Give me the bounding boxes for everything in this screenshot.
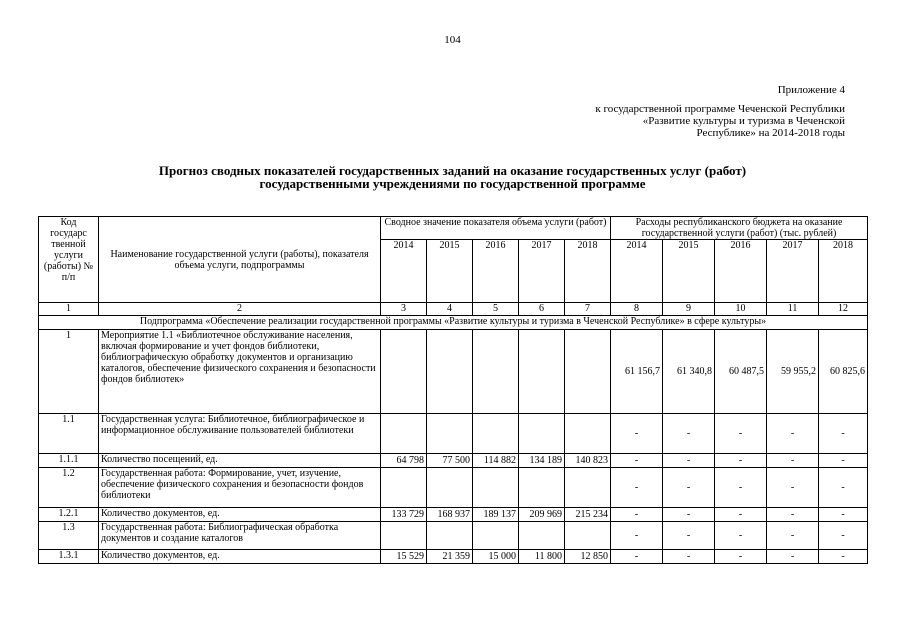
budget-value: - [663,508,715,522]
volume-value [565,468,611,508]
column-number: 1 [39,303,99,316]
budget-value: - [767,454,819,468]
appendix-title: Приложение 4 [777,84,845,96]
column-numbers-row [39,303,868,316]
table-body [39,330,868,564]
volume-value: 21 359 [427,550,473,564]
budget-value: - [715,508,767,522]
volume-value [427,330,473,414]
volume-value: 189 137 [473,508,519,522]
volume-value [381,330,427,414]
column-number: 6 [519,303,565,316]
budget-value: 61 156,7 [611,330,663,414]
document-title-line-2: государственными учреждениями по государственной программе [259,176,646,191]
volume-value [519,414,565,454]
volume-value [381,522,427,550]
subprogram-title: Подпрограмма «Обеспечение реализации государственной программы «Развитие культуры и туризма в Чеченской Республике» в сфере культуры» [39,316,868,330]
volume-value: 134 189 [519,454,565,468]
volume-value: 12 850 [565,550,611,564]
volume-value: 168 937 [427,508,473,522]
budget-value: 59 955,2 [767,330,819,414]
volume-value [565,330,611,414]
volume-value [473,414,519,454]
header-budget-year: 2016 [715,240,767,303]
header-volume-year: 2016 [473,240,519,303]
budget-value: - [663,522,715,550]
row-code: 1.2.1 [39,508,99,522]
volume-value [519,522,565,550]
appendix-line-2: «Развитие культуры и туризма в Чеченской [642,115,845,127]
header-budget-year: 2018 [819,240,868,303]
row-code: 1.3 [39,522,99,550]
budget-value: - [819,414,868,454]
budget-value: 60 825,6 [819,330,868,414]
volume-value: 133 729 [381,508,427,522]
table-row [39,550,868,564]
column-number: 11 [767,303,819,316]
header-volume-year: 2015 [427,240,473,303]
volume-value: 215 234 [565,508,611,522]
volume-value: 11 800 [519,550,565,564]
appendix-line-1: к государственной программе Чеченской Республики [595,103,845,115]
budget-value: - [611,508,663,522]
row-name: Государственная услуга: Библиотечное, библиографическое и информационное обслуживание пользователей библиотеки [99,414,381,454]
volume-value [519,330,565,414]
volume-value: 77 500 [427,454,473,468]
budget-value: 61 340,8 [663,330,715,414]
header-volume-year: 2018 [565,240,611,303]
header-code: Код государс твенной услуги (работы) № п/п [39,217,99,303]
document-title-line-1: Прогноз сводных показателей государственных заданий на оказание государственных услуг (работ) [158,163,747,178]
volume-value [427,414,473,454]
header-budget-year: 2014 [611,240,663,303]
page-number: 104 [444,34,461,46]
volume-value [381,468,427,508]
budget-value: - [663,414,715,454]
header-budget: Расходы республиканского бюджета на оказание государственной услуги (работ) (тыс. рублей) [611,217,868,240]
column-number: 10 [715,303,767,316]
volume-value: 209 969 [519,508,565,522]
header-volume-year: 2017 [519,240,565,303]
budget-value: 60 487,5 [715,330,767,414]
volume-value [427,468,473,508]
column-number: 4 [427,303,473,316]
budget-value: - [715,414,767,454]
budget-value: - [663,468,715,508]
table-row [39,468,868,508]
volume-value: 64 798 [381,454,427,468]
table-row [39,522,868,550]
row-name: Количество документов, ед. [99,550,381,564]
header-volume: Сводное значение показателя объема услуги (работ) [381,217,611,240]
volume-value [519,468,565,508]
row-name: Количество документов, ед. [99,508,381,522]
column-number: 3 [381,303,427,316]
column-number: 7 [565,303,611,316]
budget-value: - [663,454,715,468]
appendix-note [595,84,845,139]
budget-value: - [611,550,663,564]
volume-value: 15 000 [473,550,519,564]
budget-value: - [767,468,819,508]
budget-value: - [819,454,868,468]
row-code: 1.3.1 [39,550,99,564]
header-volume-year: 2014 [381,240,427,303]
table-row [39,454,868,468]
table-row [39,508,868,522]
budget-value: - [611,468,663,508]
volume-value [427,522,473,550]
volume-value [565,414,611,454]
column-number: 12 [819,303,868,316]
column-number: 9 [663,303,715,316]
appendix-line-3: Республике» на 2014-2018 годы [696,127,845,139]
budget-value: - [819,550,868,564]
budget-value: - [715,550,767,564]
volume-value [473,468,519,508]
budget-value: - [715,522,767,550]
column-number: 8 [611,303,663,316]
budget-value: - [611,454,663,468]
row-code: 1 [39,330,99,414]
header-budget-year: 2015 [663,240,715,303]
budget-value: - [663,550,715,564]
budget-value: - [715,454,767,468]
budget-value: - [819,508,868,522]
document-title [0,164,905,190]
indicators-table [38,216,868,564]
subprogram-row [39,316,868,330]
budget-value: - [715,468,767,508]
row-name: Мероприятие 1.1 «Библиотечное обслуживание населения, включая формирование и учет фондов библиотеки, библиографическую обработку документов и организацию каталогов, обеспечение физического сохранения и безопасности фондов библиотек» [99,330,381,414]
column-number: 5 [473,303,519,316]
column-number: 2 [99,303,381,316]
header-name: Наименование государственной услуги (работы), показателя объема услуги, подпрограммы [99,217,381,303]
table-row [39,330,868,414]
volume-value: 15 529 [381,550,427,564]
budget-value: - [767,508,819,522]
row-name: Государственная работа: Формирование, учет, изучение, обеспечение физического сохранения и безопасности фондов библиотеки [99,468,381,508]
row-code: 1.1.1 [39,454,99,468]
budget-value: - [819,468,868,508]
volume-value [381,414,427,454]
row-code: 1.1 [39,414,99,454]
budget-value: - [819,522,868,550]
budget-value: - [611,522,663,550]
header-budget-year: 2017 [767,240,819,303]
budget-value: - [767,414,819,454]
budget-value: - [767,550,819,564]
row-name: Количество посещений, ед. [99,454,381,468]
volume-value: 114 882 [473,454,519,468]
budget-value: - [767,522,819,550]
table-row [39,414,868,454]
budget-value: - [611,414,663,454]
volume-value [473,522,519,550]
volume-value [473,330,519,414]
row-name: Государственная работа: Библиографическая обработка документов и создание каталогов [99,522,381,550]
volume-value [565,522,611,550]
row-code: 1.2 [39,468,99,508]
volume-value: 140 823 [565,454,611,468]
